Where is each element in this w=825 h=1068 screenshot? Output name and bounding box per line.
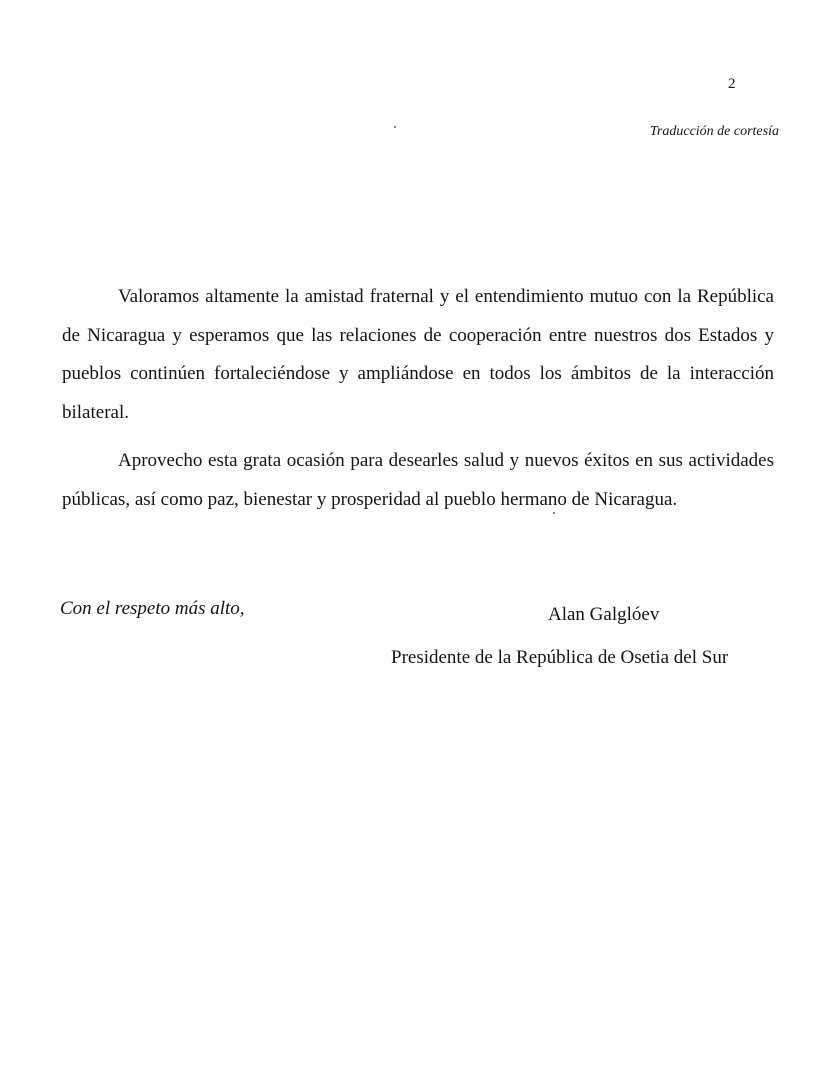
signer-title: Presidente de la República de Osetia del Sur xyxy=(391,647,729,668)
scan-speck xyxy=(394,126,396,128)
closing-salutation: Con el respeto más alto, xyxy=(60,598,245,619)
page-number: 2 xyxy=(728,76,736,92)
body-paragraph-2: Aprovecho esta grata ocasión para desearles salud y nuevos éxitos en sus actividades públicas, así como paz, bienestar y prosperidad al pueblo hermano de Nicaragua. xyxy=(62,450,774,510)
translation-note: Traducción de cortesía xyxy=(649,124,779,139)
body-paragraph-1: Valoramos altamente la amistad fraternal y el entendimiento mutuo con la República de Nicaragua y esperamos que las relaciones de cooperación entre nuestros dos Estados y pueblos continúen fortaleciéndose y ampliándose en todos los ámbitos de la interacción bilateral. xyxy=(62,286,774,423)
signer-name: Alan Galglóev xyxy=(548,604,660,625)
